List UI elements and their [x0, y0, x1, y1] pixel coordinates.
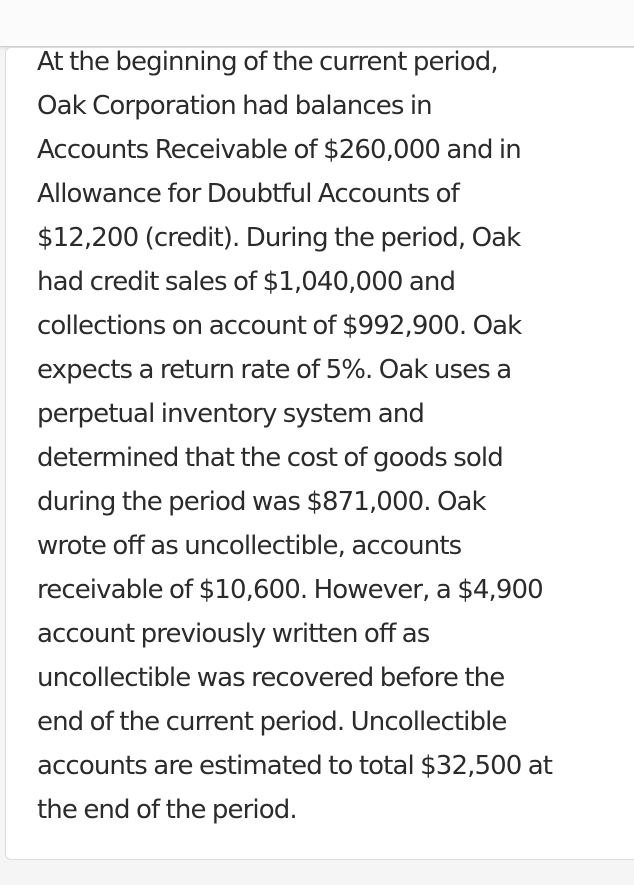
- question-line: wrote off as uncollectible, accounts: [37, 531, 462, 561]
- question-line: At the beginning of the current period,: [37, 47, 498, 77]
- question-line: determined that the cost of goods sold: [37, 443, 503, 473]
- question-line: collections on account of $992,900. Oak: [37, 311, 522, 341]
- question-line: account previously written off as: [37, 619, 430, 649]
- question-line: accounts are estimated to total $32,500 at: [37, 751, 553, 781]
- question-line: Oak Corporation had balances in: [37, 91, 432, 121]
- question-line: had credit sales of $1,040,000 and: [37, 267, 456, 297]
- question-line: expects a return rate of 5%. Oak uses a: [37, 355, 512, 385]
- question-line: $12,200 (credit). During the period, Oak: [37, 223, 521, 253]
- question-line: perpetual inventory system and: [37, 399, 424, 429]
- question-line: Allowance for Doubtful Accounts of: [37, 179, 459, 209]
- question-line: during the period was $871,000. Oak: [37, 487, 486, 517]
- question-line: end of the current period. Uncollectible: [37, 707, 507, 737]
- question-line: uncollectible was recovered before the: [37, 663, 505, 693]
- question-line: receivable of $10,600. However, a $4,900: [37, 575, 543, 605]
- question-line: Accounts Receivable of $260,000 and in: [37, 135, 521, 165]
- question-text: [37, 40, 634, 832]
- question-line: the end of the period.: [37, 795, 297, 825]
